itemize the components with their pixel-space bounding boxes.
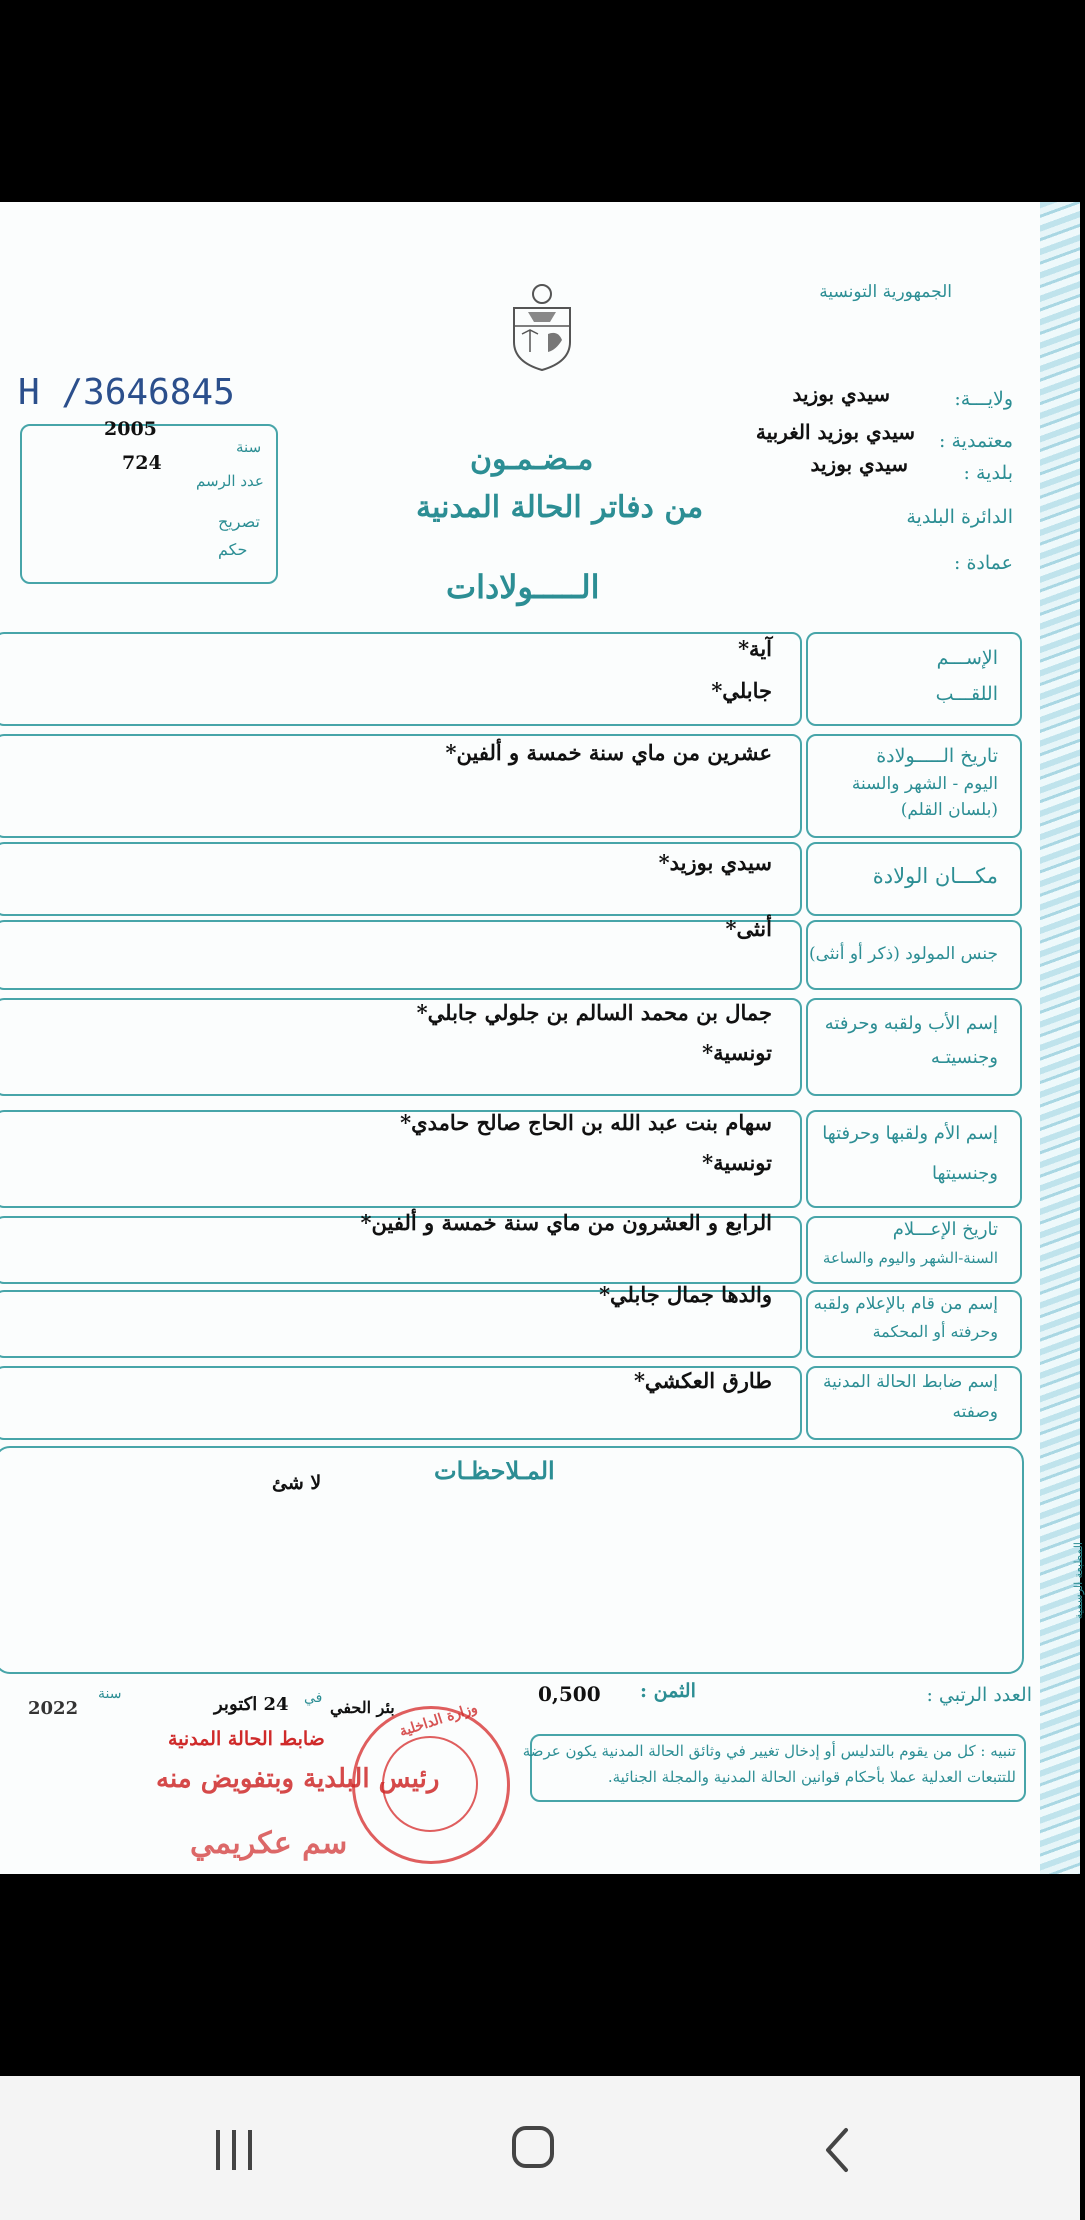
notes-value: لا شئ	[272, 1472, 322, 1494]
delegation-value: سيدي بوزيد الغربية	[755, 420, 915, 444]
place: بئر الحفي	[330, 1698, 395, 1717]
value-mother: سهام بنت عبد الله بن الحاج صالح حامدي*	[400, 1110, 772, 1135]
value-declarant: والدها جمال جابلي*	[599, 1282, 772, 1307]
notes-label: المـلاحظـات	[434, 1456, 555, 1485]
warning-line1: تنبيه : كل من يقوم بالتدليس أو إدخال تغيير في وثائق الحالة المدنية يكون عرضة	[522, 1742, 1016, 1760]
value-officer: طارق العكشي*	[633, 1368, 772, 1393]
municipality-value: سيدي بوزيد	[810, 452, 908, 476]
district-label: الدائرة البلدية	[906, 506, 1013, 528]
label-declarant-2: وحرفته أو المحكمة	[872, 1322, 998, 1341]
label-mother-2: وجنسيتها	[932, 1163, 998, 1184]
value-father-nationality: تونسية*	[702, 1040, 772, 1065]
label-surname: اللقـــب	[935, 683, 998, 705]
navigation-bar	[0, 2076, 1080, 2220]
birth-certificate	[0, 202, 1085, 1874]
label-birthdate-2: اليوم - الشهر والسنة	[851, 774, 998, 794]
judgment-label: حكم	[218, 540, 248, 559]
record-act-label: عدد الرسم	[196, 472, 264, 490]
label-declaration-date: تاريخ الإعـــلام	[892, 1219, 998, 1240]
delegation-label: معتمدية :	[939, 430, 1013, 452]
label-name: الإســـم	[936, 647, 998, 669]
label-officer: إسم ضابط الحالة المدنية	[823, 1372, 998, 1392]
officer-title: ضابط الحالة المدنية	[168, 1728, 325, 1750]
label-father-2: وجنسيتـه	[930, 1047, 998, 1068]
label-father: إسم الأب ولقبه وحرفته	[824, 1013, 998, 1034]
recent-apps-icon[interactable]	[212, 2128, 256, 2172]
tunisia-emblem-icon	[508, 282, 576, 372]
in-label: في	[304, 1690, 323, 1706]
value-box-sex	[0, 920, 802, 990]
home-icon[interactable]	[512, 2126, 554, 2168]
sequence-label: العدد الرتبي :	[926, 1684, 1032, 1706]
value-sex: أنثى*	[725, 916, 772, 941]
value-mother-nationality: تونسية*	[702, 1150, 772, 1175]
warning-line2: للتتبعات العدلية عملا بأحكام قوانين الحالة المدنية والمجلة الجنائية.	[607, 1768, 1016, 1786]
price-value: 0,500	[538, 1682, 601, 1706]
value-name: آية*	[738, 636, 772, 661]
governorate-value: سيدي بوزيد	[792, 382, 890, 406]
value-birthplace: سيدي بوزيد*	[658, 850, 772, 875]
record-act-number: 724	[122, 452, 162, 474]
imada-label: عمادة :	[954, 552, 1013, 574]
value-father: جمال بن محمد السالم بن جلولي جابلي*	[416, 1000, 772, 1025]
label-birthplace: مكـــان الولادة	[872, 864, 998, 888]
date-value: 24 اكتوبر	[214, 1694, 289, 1715]
value-birthdate: عشرين من ماي سنة خمسة و ألفين*	[445, 740, 772, 765]
label-sex: جنس المولود (ذكر أو أنثى)	[809, 944, 998, 964]
price-label: الثمن :	[640, 1680, 696, 1702]
record-year-label: سنة	[236, 438, 262, 456]
republic-title: الجمهورية التونسية	[819, 282, 952, 302]
label-declaration-date-2: السنة-الشهر واليوم والساعة	[822, 1249, 998, 1267]
year-label: سنة	[98, 1686, 122, 1702]
security-border	[1040, 202, 1080, 1874]
title-line2: من دفاتر الحالة المدنية	[416, 490, 704, 525]
label-officer-2: وصفته	[952, 1402, 998, 1422]
back-icon[interactable]	[822, 2126, 852, 2174]
year-value: 2022	[28, 1698, 79, 1719]
value-declaration-date: الرابع و العشرون من ماي سنة خمسة و ألفين*	[360, 1210, 772, 1235]
stamp-ministry: وزارة الداخلية	[397, 1699, 480, 1741]
value-box-name	[0, 632, 802, 726]
value-surname: جابلي*	[711, 678, 772, 703]
title-line1: مـضـمـون	[470, 442, 594, 477]
municipality-label: بلدية :	[963, 462, 1013, 484]
serial-number: H /3646845	[18, 372, 235, 413]
record-year: 2005	[104, 418, 157, 440]
label-mother: إسم الأم ولقبها وحرفتها	[822, 1123, 998, 1144]
label-birthdate-3: (بلسان القلم)	[900, 800, 998, 820]
stamp-delegation: رئيس البلدية وبتفويض منه	[156, 1764, 440, 1794]
title-line3: الـــــولادات	[446, 568, 600, 606]
declaration-label: تصريح	[218, 512, 260, 531]
governorate-label: ولايـــة:	[954, 388, 1013, 410]
label-birthdate: تاريخ الـــــولادة	[876, 745, 998, 767]
stamp-name: سم عكريمي	[190, 1826, 348, 1861]
printer-mark: المطبعة الرسمية	[1072, 1542, 1085, 1620]
label-declarant: إسم من قام بالإعلام ولقبه	[813, 1294, 998, 1314]
